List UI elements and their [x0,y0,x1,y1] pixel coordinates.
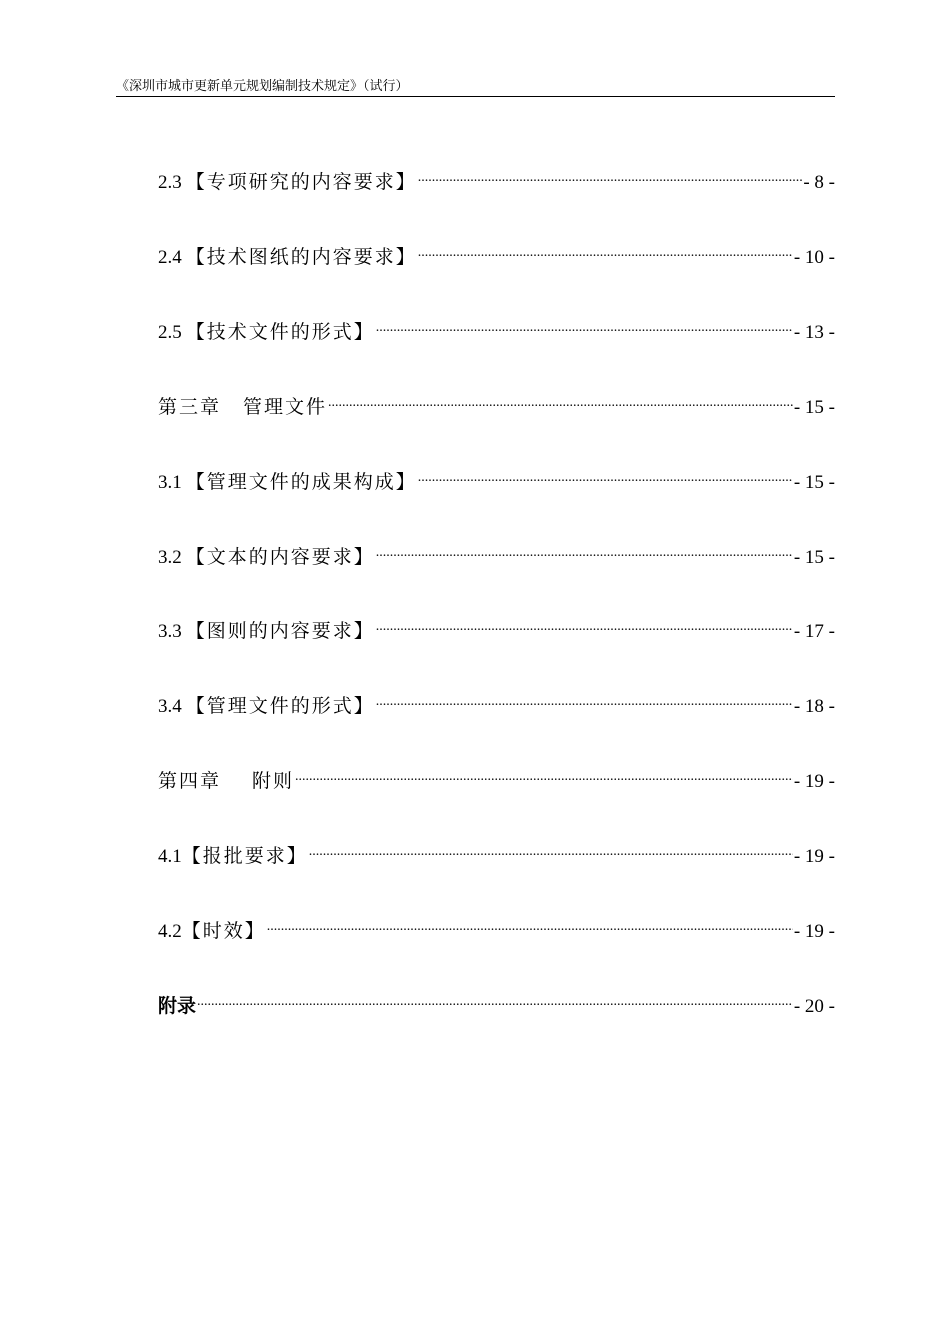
toc-dot-leader [376,537,793,563]
toc-entry-title: 【图则的内容要求】 [185,621,375,642]
toc-entry-title: 【时效】 [181,921,266,942]
toc-entry-2-4[interactable] [158,237,835,268]
toc-entry-page: - 20 - [793,996,835,1017]
header-rule [116,96,835,97]
toc-dot-leader [328,387,793,413]
toc-entry-number: 4.2 [158,921,182,942]
toc-entry-page: - 19 - [793,921,835,942]
toc-entry-title: 附则 [252,771,295,792]
toc-entry-title: 附录 [158,996,197,1017]
toc-entry-page: - 13 - [793,322,835,343]
toc-dot-leader [309,836,793,862]
toc-chapter-number: 第三章 [158,397,222,418]
toc-dot-leader [418,462,793,488]
toc-entry-number: 3.3 [158,621,182,642]
toc-entry-4-2[interactable] [158,911,835,942]
toc-entry-page: - 15 - [793,397,835,418]
toc-entry-page: - 15 - [793,547,835,568]
toc-entry-3-2[interactable] [158,537,835,568]
toc-dot-leader [197,986,793,1012]
toc-dot-leader [376,312,793,338]
toc-entry-title: 【技术图纸的内容要求】 [185,247,417,268]
toc-entry-title: 【管理文件的形式】 [185,696,375,717]
toc-entry-title: 【专项研究的内容要求】 [185,172,417,193]
toc-entry-number: 3.4 [158,696,182,717]
toc-dot-leader [267,911,793,937]
toc-entry-title: 【管理文件的成果构成】 [185,472,417,493]
toc-chapter-number: 第四章 [158,771,222,792]
toc-entry-number: 2.4 [158,247,182,268]
toc-entry-number: 2.5 [158,322,182,343]
toc-entry-page: - 19 - [793,771,835,792]
toc-entry-2-5[interactable] [158,312,835,343]
toc-entry-number: 3.1 [158,472,182,493]
toc-entry-4-1[interactable] [158,836,835,867]
toc-entry-chapter-3[interactable] [158,387,835,418]
toc-entry-page: - 18 - [793,696,835,717]
toc-dot-leader [418,237,793,263]
toc-entry-page: - 8 - [803,172,835,193]
toc-entry-page: - 15 - [793,472,835,493]
toc-dot-leader [295,761,793,787]
toc-entry-3-4[interactable] [158,686,835,717]
toc-dot-leader [376,611,793,637]
toc-entry-chapter-4[interactable] [158,761,835,792]
running-header: 《深圳市城市更新单元规划编制技术规定》（试行） [116,78,409,93]
toc-entry-number: 3.2 [158,547,182,568]
toc-entry-title: 【技术文件的形式】 [185,322,375,343]
toc-entry-page: - 19 - [793,846,835,867]
toc-entry-appendix[interactable] [158,986,835,1017]
toc-entry-title: 【文本的内容要求】 [185,547,375,568]
toc-entry-2-3[interactable] [158,162,835,193]
toc-dot-leader [418,162,803,188]
toc-entry-3-1[interactable] [158,462,835,493]
toc-entry-title: 管理文件 [243,397,328,418]
toc-entry-page: - 10 - [793,247,835,268]
toc-entry-page: - 17 - [793,621,835,642]
toc-entry-title: 【报批要求】 [181,846,308,867]
toc-entry-3-3[interactable] [158,611,835,642]
toc-entry-number: 4.1 [158,846,182,867]
toc-entry-number: 2.3 [158,172,182,193]
toc-dot-leader [376,686,793,712]
